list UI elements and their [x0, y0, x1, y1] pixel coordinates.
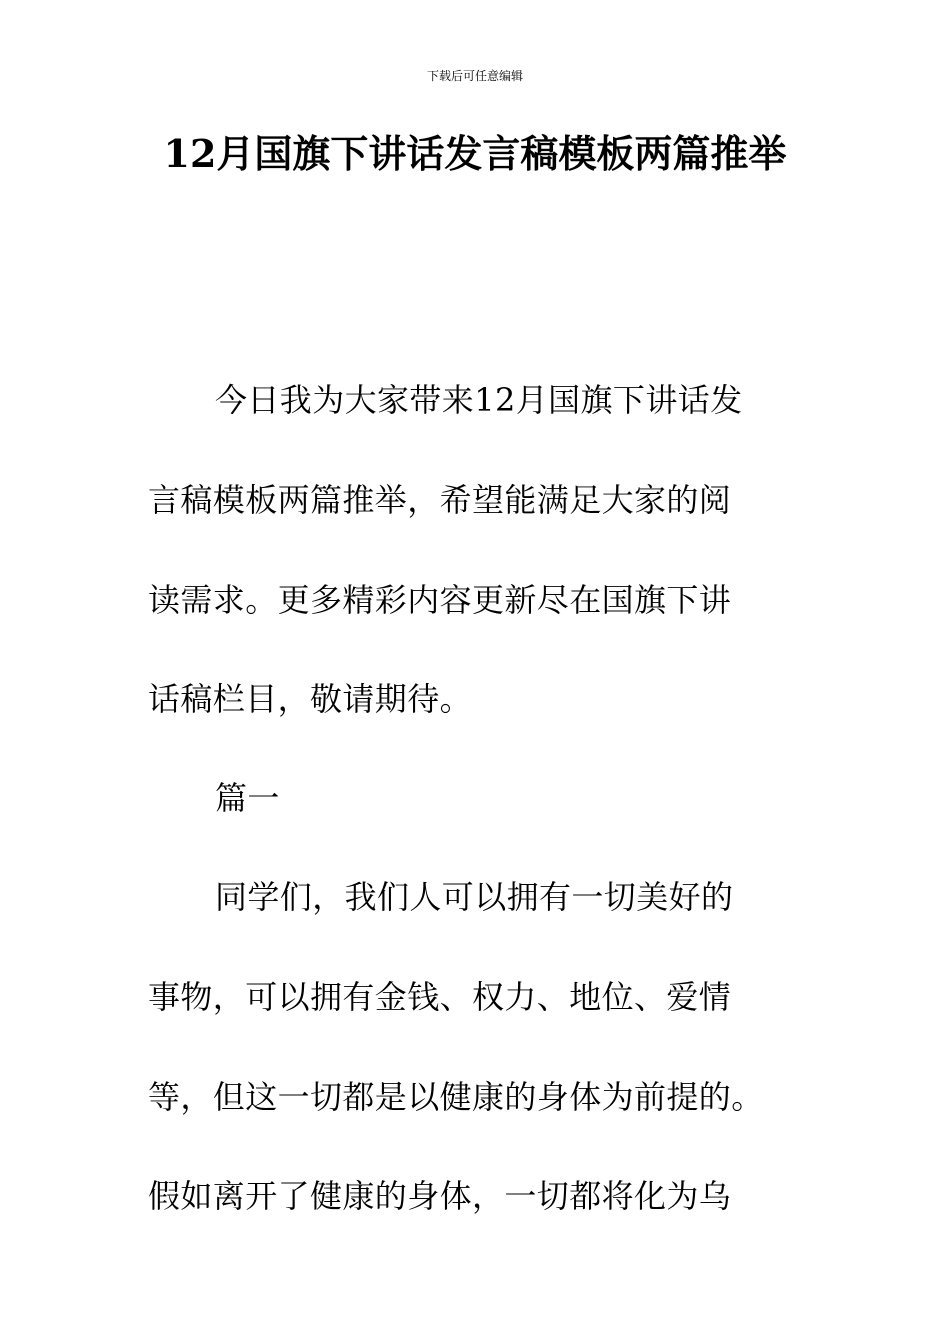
- page-header: 下载后可任意编辑: [426, 69, 523, 83]
- paragraph-line: 今日我为大家带来12月国旗下讲话发: [215, 381, 743, 419]
- paragraph-line: 言稿模板两篇推举，希望能满足大家的阅: [148, 481, 732, 519]
- document-title: 12月国旗下讲话发言稿模板两篇推举: [163, 131, 787, 176]
- paragraph-line: 等，但这一切都是以健康的身体为前提的。: [148, 1078, 764, 1116]
- paragraph-line: 事物，可以拥有金钱、权力、地位、爱情: [148, 978, 732, 1016]
- paragraph-line: 话稿栏目，敬请期待。: [148, 680, 473, 718]
- paragraph-line: 读需求。更多精彩内容更新尽在国旗下讲: [148, 581, 732, 619]
- section-heading: 篇一: [215, 779, 280, 817]
- paragraph-line: 假如离开了健康的身体，一切都将化为乌: [148, 1177, 732, 1215]
- paragraph-line: 同学们，我们人可以拥有一切美好的: [215, 878, 734, 916]
